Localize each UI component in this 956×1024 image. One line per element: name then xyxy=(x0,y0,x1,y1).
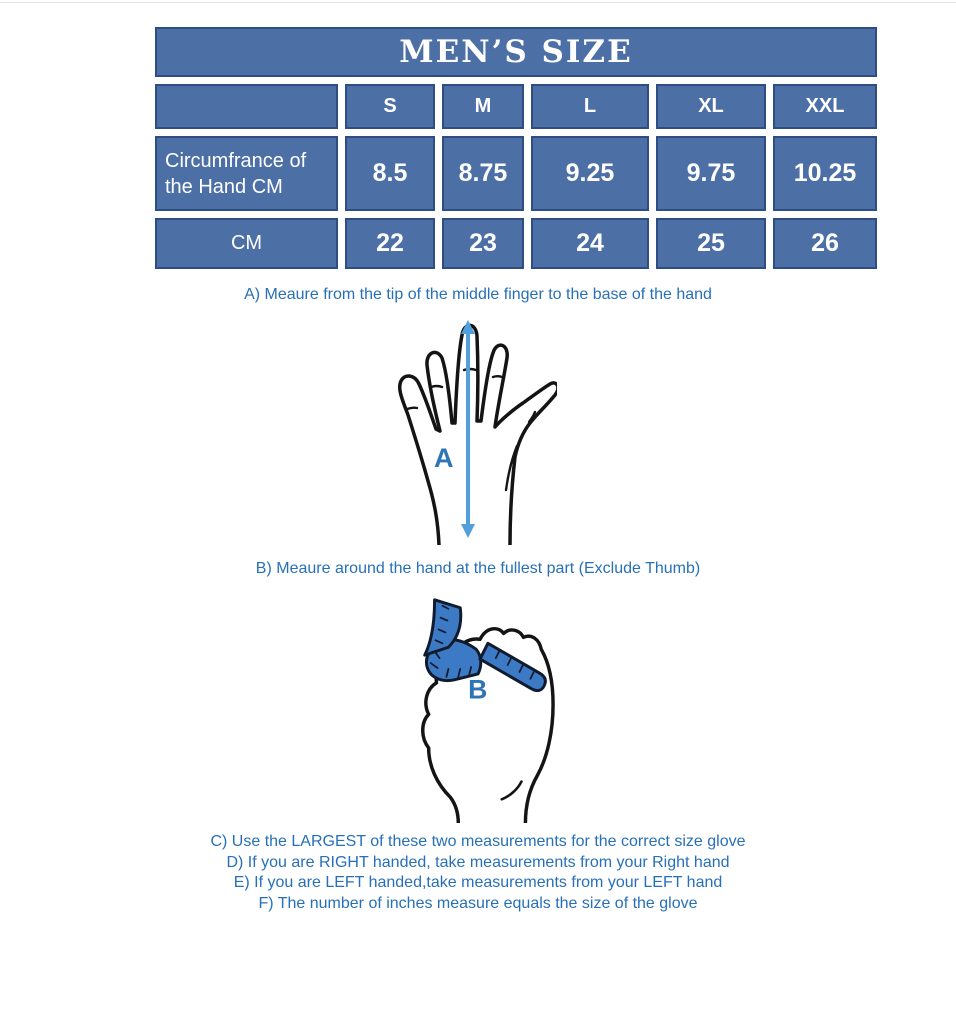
size-chart-table xyxy=(155,27,877,269)
instruction-b: B) Meaure around the hand at the fullest part (Exclude Thumb) xyxy=(255,560,701,577)
instruction-c: C) Use the LARGEST of these two measurements for the correct size glove xyxy=(210,833,746,850)
fist-measure-figure xyxy=(0,588,956,828)
table-corner-cell xyxy=(155,84,338,129)
column-header-xxl: XXL xyxy=(773,84,877,129)
instruction-d: D) If you are RIGHT handed, take measurements from your Right hand xyxy=(226,853,730,871)
cm-value-m: 23 xyxy=(442,218,524,269)
hand-outline xyxy=(399,325,556,545)
cm-value-xxl: 26 xyxy=(773,218,877,269)
marker-a-label: A xyxy=(433,443,453,473)
page-top-divider xyxy=(0,2,956,3)
column-header-s: S xyxy=(345,84,435,129)
circumference-value-m: 8.75 xyxy=(442,136,524,211)
row-label-cm: CM xyxy=(155,218,338,269)
fist-illustration xyxy=(388,588,573,823)
cm-value-s: 22 xyxy=(345,218,435,269)
column-header-m: M xyxy=(442,84,524,129)
cm-value-l: 24 xyxy=(531,218,649,269)
column-header-l: L xyxy=(531,84,649,129)
instruction-notes xyxy=(0,832,956,914)
row-label-circumference: Circumfrance of the Hand CM xyxy=(155,136,338,211)
column-header-xl: XL xyxy=(656,84,766,129)
open-hand-figure xyxy=(0,315,956,550)
cm-value-xl: 25 xyxy=(656,218,766,269)
circumference-value-xxl: 10.25 xyxy=(773,136,877,211)
circumference-value-s: 8.5 xyxy=(345,136,435,211)
instruction-f: F) The number of inches measure equals the size of the glove xyxy=(258,894,698,912)
circumference-value-l: 9.25 xyxy=(531,136,649,211)
instruction-e: E) If you are LEFT handed,take measurements from your LEFT hand xyxy=(233,874,723,891)
table-title: MEN’S SIZE xyxy=(155,27,877,77)
circumference-value-xl: 9.75 xyxy=(656,136,766,211)
open-hand-illustration xyxy=(382,315,557,545)
instruction-a: A) Meaure from the tip of the middle finger to the base of the hand xyxy=(244,286,712,303)
marker-b-label: B xyxy=(467,674,487,705)
